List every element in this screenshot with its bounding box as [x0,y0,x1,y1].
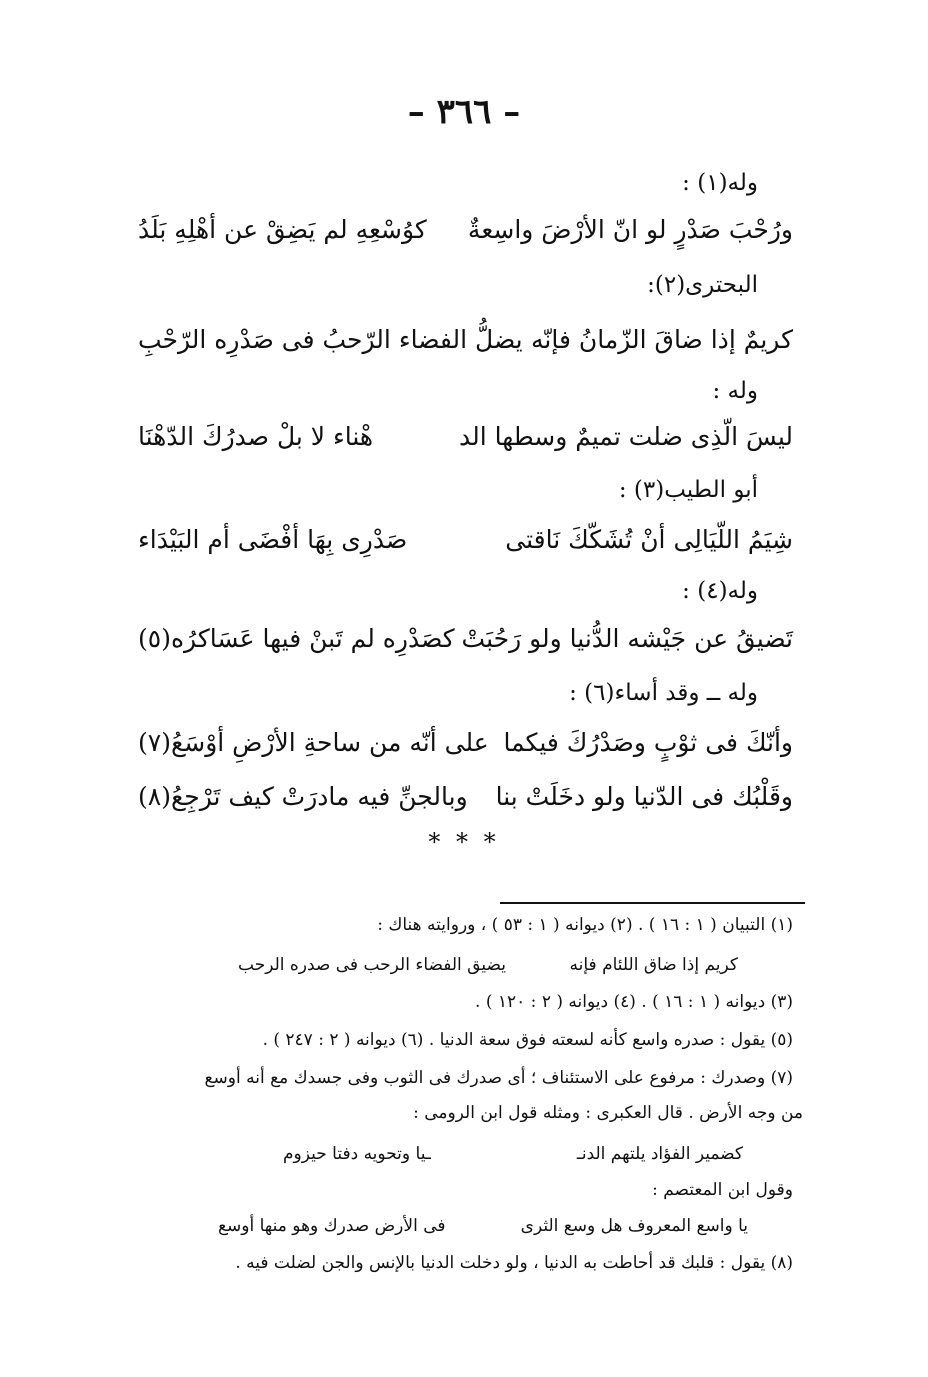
verse-3-second-hemistich: هْناء لا بلْ صدرُكَ الدّهْنَا [138,422,374,451]
verse-1-second-hemistich: كوُسْعِهِ لم يَضِقْ عن أهْلِهِ بَلَدُ [138,215,427,244]
poem-label-2: البحترى(٢): [647,272,758,298]
verse-3-first-hemistich: ليسَ الّذِى ضلت تميمٌ وسطها الد [458,422,793,451]
verse-2-first-hemistich: كريمٌ إذا ضاقَ الزّمانُ فإنّه [531,325,793,354]
footnote-line-2: (٣) ديوانه ( ١ : ١٦ ) . (٤) ديوانه ( ٢ : ١٢٠ ) . [475,992,793,1012]
verse-5-first-hemistich: تَضيقُ عن جَيْشه الدُّنيا ولو رَحُبَتْ [461,624,793,653]
footnote-line-5: من وجه الأرض . قال العكبرى : ومثله قول ابن الرومى : [413,1103,803,1123]
footnote-verse-1-second: يضيق الفضاء الرحب فى صدره الرحب [238,955,506,975]
poem-label-1: وله(١) : [682,170,758,196]
verse-1 [138,215,793,257]
verse-7-second-hemistich: وبالجنِّ فيه مادرَتْ كيف تَرْجِعُ(٨) [138,782,468,811]
footnote-line-4: (٧) وصدرك : مرفوع على الاستئناف ؛ أى صدرك فى الثوب وفى جسدك مع أنه أوسع [204,1068,793,1088]
footnote-verse-2-first: كضمير الفؤاد يلتهم الدنـ [576,1144,743,1164]
verse-2-second-hemistich: يضلُّ الفضاء الرّحبُ فى صَدْرِه الرّحْبِ [138,325,523,354]
poem-label-4: أبو الطيب(٣) : [618,477,758,503]
poem-label-3: وله : [712,378,758,404]
verse-7 [138,782,793,824]
verse-4 [138,525,793,567]
footnote-verse-3 [218,1216,748,1244]
footnote-line-6: وقول ابن المعتصم : [652,1180,793,1200]
verse-6 [138,728,793,770]
verse-4-first-hemistich: شِيَمُ اللّيَالِى أنْ تُشَكّكَ نَاقتى [505,525,793,554]
poem-label-6: وله ــ وقد أساء(٦) : [569,680,758,706]
verse-7-first-hemistich: وقَلْبُك فى الدّنيا ولو دخَلَتْ بنا [495,782,793,811]
section-separator: * * * [428,828,500,856]
verse-2 [138,325,793,367]
verse-5-second-hemistich: كصَدْرِه لم تَبنْ فيها عَسَاكرُه(٥) [138,624,455,653]
footnote-verse-3-second: فى الأرض صدرك وهو منها أوسع [218,1216,446,1236]
verse-6-first-hemistich: وأنّكَ فى ثوْبٍ وصَدْرُكَ فيكما [503,728,793,757]
footnote-verse-2 [283,1144,743,1172]
footnote-rule [500,902,805,904]
footnote-verse-1 [238,955,738,983]
footnote-verse-1-first: كريم إذا ضاق اللئام فإنه [569,955,738,975]
footnote-line-3: (٥) يقول : صدره واسع كأنه لسعته فوق سعة الدنيا . (٦) ديوانه ( ٢ : ٢٤٧ ) . [262,1030,793,1050]
footnote-line-7: (٨) يقول : قلبك قد أحاطت به الدنيا ، ولو دخلت الدنيا بالإنس والجن لضلت فيه . [235,1253,793,1273]
verse-3 [138,422,793,464]
poem-label-5: وله(٤) : [682,578,758,604]
verse-6-second-hemistich: على أنّه من ساحةِ الأرْضِ أوْسَعُ(٧) [138,728,489,757]
verse-5 [138,624,793,666]
page-number: – ٣٦٦ – [407,92,521,132]
verse-1-first-hemistich: ورُحْبَ صَدْرٍ لو انّ الأرْضَ واسِعةٌ [467,215,793,244]
footnote-line-1: (١) التبيان ( ١ : ١٦ ) . (٢) ديوانه ( ١ : ٥٣ ) ، وروايته هناك : [377,915,793,935]
footnote-verse-3-first: يا واسع المعروف هل وسع الثرى [520,1216,748,1236]
verse-4-second-hemistich: صَدْرِى بِهَا أفْضَى أم البَيْدَاء [138,525,408,554]
footnote-verse-2-second: ـيا وتحويه دفتا حيزوم [283,1144,431,1164]
